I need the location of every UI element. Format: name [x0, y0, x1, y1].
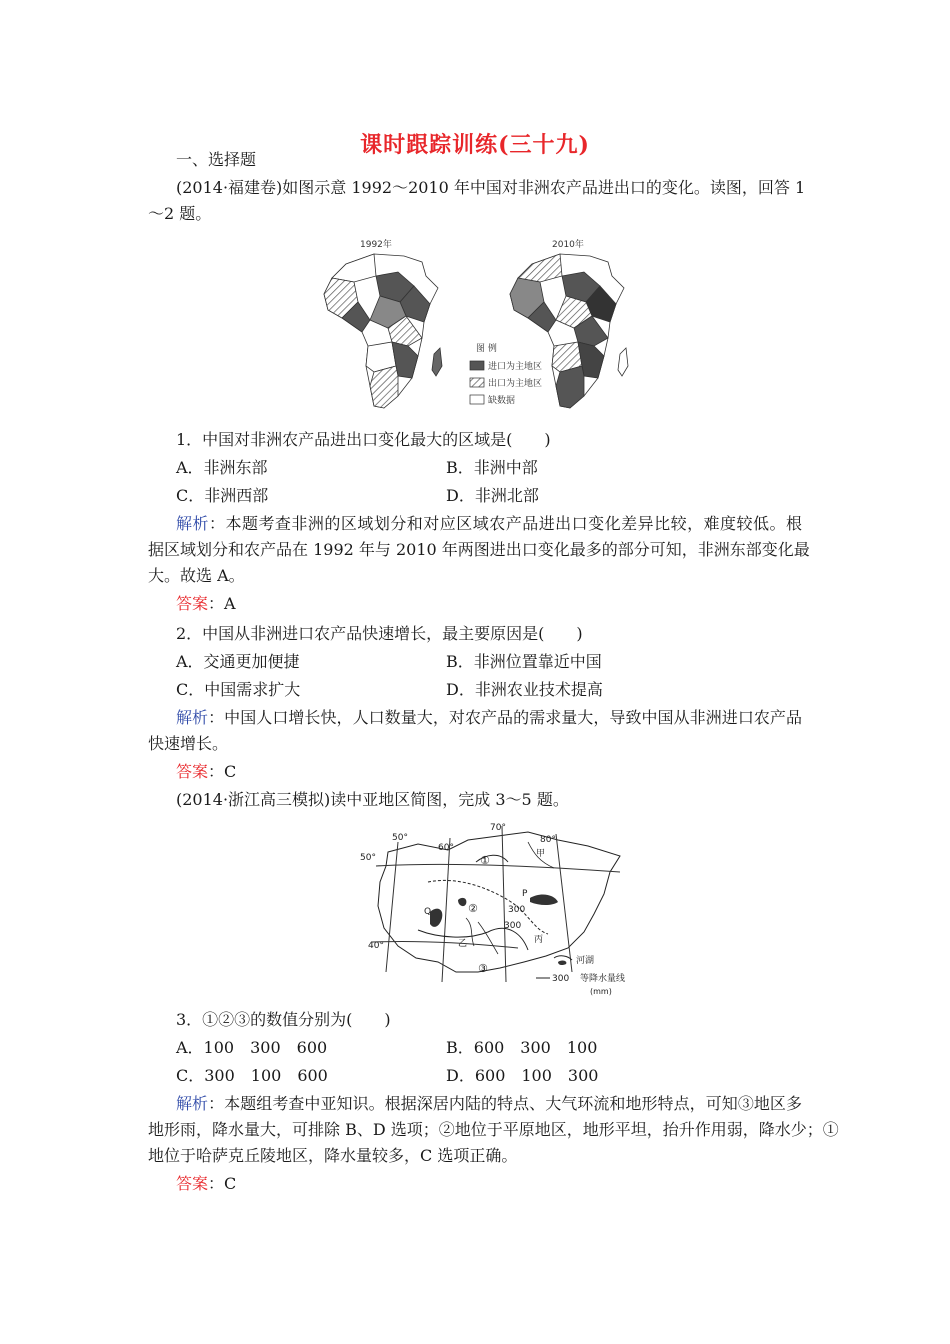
- q2-answer: [176, 762, 236, 782]
- q3-option-d: D．600 100 300: [446, 1066, 599, 1085]
- legend-import-label: 进口为主地区: [488, 362, 543, 372]
- q3-analysis-text-1: ：本题组考查中亚知识。根据深居内陆的特点、大气环流和地形特点，可知③地区多: [208, 1094, 802, 1113]
- africa-map-1992: [324, 254, 442, 408]
- point-q-label: Q: [424, 907, 432, 917]
- q2-answer-label: 答案: [176, 762, 209, 781]
- lon-80-label: 80°: [540, 835, 556, 845]
- q1-analysis-text-1: ：本题考查非洲的区域划分和对应区域农产品进出口变化差异比较，难度较低。根: [208, 514, 802, 533]
- page-title: 课时跟踪训练(三十九): [360, 132, 590, 158]
- legend-lakes-label: 河湖: [576, 956, 595, 966]
- intro-1-line-1: (2014·福建卷)如图示意 1992～2010 年中国对非洲农产品进出口的变化。读图，回答 1: [176, 178, 806, 197]
- legend-isohyet-value: 300: [552, 974, 570, 984]
- q1-stem: 1．中国对非洲农产品进出口变化最大的区域是( ): [176, 430, 551, 449]
- q1-option-a: A．非洲东部: [176, 458, 268, 477]
- point-p-label: P: [522, 889, 528, 899]
- q2-answer-value: ：C: [208, 762, 237, 781]
- legend-swatch-export: [470, 378, 484, 387]
- q2-option-b: B．非洲位置靠近中国: [446, 652, 602, 671]
- legend-swatch-nodata: [470, 395, 484, 404]
- q3-analysis-line-1: [176, 1094, 802, 1114]
- q2-option-d: D．非洲农业技术提高: [446, 680, 603, 699]
- q3-option-c: C．300 100 600: [176, 1066, 328, 1085]
- q1-analysis-line-3: 大。故选 A。: [148, 566, 245, 585]
- q3-analysis-label: 解析: [176, 1094, 209, 1113]
- lake-q: [430, 909, 442, 927]
- q2-analysis-text-1: ：中国人口增长快，人口数量大，对农产品的需求量大，导致中国从非洲进口农产品: [208, 708, 802, 727]
- africa-map-legend: [470, 342, 542, 406]
- lon-60-label: 60°: [438, 843, 454, 853]
- region-3-label: ③: [478, 962, 488, 975]
- q1-answer-value: ：A: [208, 594, 236, 613]
- q1-answer-label: 答案: [176, 594, 209, 613]
- q1-analysis-line-1: [176, 514, 802, 534]
- lon-70-label: 70°: [490, 823, 506, 833]
- q2-option-c: C．中国需求扩大: [176, 680, 301, 699]
- central-asia-legend: [536, 954, 625, 996]
- legend-export-label: 出口为主地区: [488, 379, 543, 389]
- q3-answer-value: ：C: [208, 1174, 237, 1193]
- q2-analysis-line-2: 快速增长。: [148, 734, 229, 753]
- q2-stem: 2．中国从非洲进口农产品快速增长，最主要原因是( ): [176, 624, 583, 643]
- q1-answer: [176, 594, 236, 614]
- legend-title: 图 例: [476, 344, 497, 354]
- region-1-label: ①: [480, 854, 490, 867]
- map-1992-title: 1992年: [360, 240, 392, 250]
- q3-answer-label: 答案: [176, 1174, 209, 1193]
- q2-option-a: A．交通更加便捷: [176, 652, 300, 671]
- q3-analysis-line-3: 地位于哈萨克丘陵地区，降水量较多，C 选项正确。: [148, 1146, 518, 1165]
- q1-option-d: D．非洲北部: [446, 486, 539, 505]
- aral-sea: [458, 898, 466, 906]
- q1-analysis-label: 解析: [176, 514, 209, 533]
- q3-option-a: A．100 300 600: [176, 1038, 328, 1057]
- q1-analysis-line-2: 据区域划分和农产品在 1992 年与 2010 年两图进出口变化最多的部分可知，非洲东部变化最: [148, 540, 810, 559]
- section-heading: 一、选择题: [176, 150, 257, 169]
- lake-p: [530, 895, 558, 905]
- point-yi-label: 乙: [458, 939, 468, 949]
- central-asia-map: [358, 822, 674, 1002]
- q1-option-b: B．非洲中部: [446, 458, 538, 477]
- point-jia-label: 甲: [536, 849, 546, 859]
- legend-isohyet-label: 等降水量线: [580, 974, 626, 984]
- isohyet-300-label-b: 300: [504, 921, 522, 931]
- africa-trade-maps: [318, 236, 662, 416]
- point-bing-label: 丙: [534, 935, 544, 945]
- intro-1-line-2: ～2 题。: [148, 204, 212, 223]
- legend-nodata-label: 缺数据: [488, 396, 516, 406]
- lon-50-label: 50°: [392, 833, 408, 843]
- lat-40-label: 40°: [368, 941, 384, 951]
- map-2010-title: 2010年: [552, 240, 584, 250]
- q2-analysis-line-1: [176, 708, 802, 728]
- region-2-label: ②: [468, 902, 478, 915]
- lat-50-label: 50°: [360, 853, 376, 863]
- q3-stem: 3．①②③的数值分别为( ): [176, 1010, 391, 1029]
- isohyet-300-label-a: 300: [508, 905, 526, 915]
- q1-option-c: C．非洲西部: [176, 486, 269, 505]
- legend-swatch-import: [470, 361, 484, 370]
- q3-option-b: B．600 300 100: [446, 1038, 598, 1057]
- legend-unit-label: (mm): [590, 987, 612, 996]
- q2-analysis-label: 解析: [176, 708, 209, 727]
- intro-2: (2014·浙江高三模拟)读中亚地区简图，完成 3～5 题。: [176, 790, 569, 809]
- q3-answer: [176, 1174, 236, 1194]
- q3-analysis-line-2: 地形雨，降水量大，可排除 B、D 选项；②地位于平原地区，地形平坦，抬升作用弱，降水少；①: [148, 1120, 839, 1139]
